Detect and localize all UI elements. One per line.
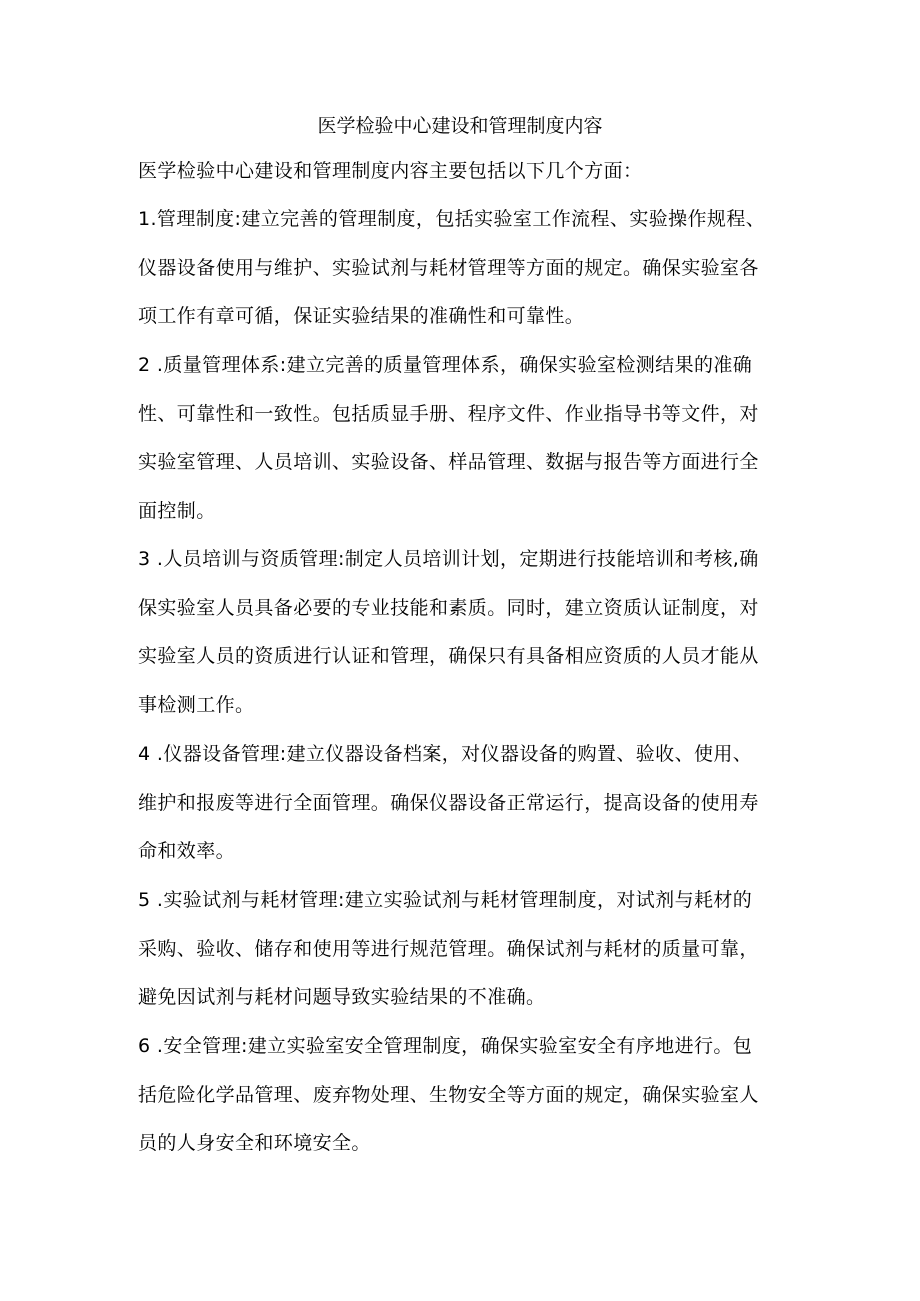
document-title: 医学检验中心建设和管理制度内容 bbox=[317, 115, 603, 137]
section-5-line-2: 采购、验收、储存和使用等进行规范管理。确保试剂与耗材的质量可靠， bbox=[138, 937, 759, 960]
section-2 bbox=[138, 352, 798, 524]
section-5 bbox=[138, 887, 798, 1010]
section-3-line-2: 保实验室人员具备必要的专业技能和素质。同时，建立资质认证制度，对 bbox=[138, 596, 759, 619]
section-4-line-2: 维护和报废等进行全面管理。确保仪器设备正常运行，提高设备的使用寿 bbox=[138, 791, 759, 814]
section-6-line-3: 员的人身安全和环境安全。 bbox=[138, 1132, 371, 1154]
section-5-line-3: 避免因试剂与耗材问题导致实验结果的不准确。 bbox=[138, 986, 546, 1008]
section-3-line-1: 3 .人员培训与资质管理:制定人员培训计划，定期进行技能培训和考核,确 bbox=[138, 548, 759, 570]
section-6-line-1: 6 .安全管理:建立实验室安全管理制度，确保实验室安全有序地进行。包 bbox=[138, 1035, 753, 1057]
intro-line: 医学检验中心建设和管理制度内容主要包括以下几个方面： bbox=[138, 160, 643, 182]
section-6-line-2: 括危险化学品管理、废弃物处理、生物安全等方面的规定，确保实验室人 bbox=[138, 1083, 759, 1106]
section-3-line-3: 实验室人员的资质进行认证和管理，确保只有具备相应资质的人员才能从 bbox=[138, 645, 759, 667]
section-3-line-4: 事检测工作。 bbox=[138, 693, 255, 716]
section-2-line-4: 面控制。 bbox=[138, 499, 216, 522]
section-4-line-1: 4 .仪器设备管理:建立仪器设备档案，对仪器设备的购置、验收、使用、 bbox=[138, 743, 753, 765]
section-5-line-1: 5 .实验试剂与耗材管理:建立实验试剂与耗材管理制度，对试剂与耗材的 bbox=[138, 889, 753, 911]
intro-paragraph bbox=[138, 158, 798, 184]
section-1-line-1: 1.管理制度:建立完善的管理制度，包括实验室工作流程、实验操作规程、 bbox=[138, 208, 766, 230]
section-6 bbox=[138, 1033, 798, 1156]
section-2-line-2: 性、可靠性和一致性。包括质显手册、程序文件、作业指导书等文件，对 bbox=[138, 402, 759, 425]
section-4 bbox=[138, 741, 798, 864]
section-1 bbox=[138, 206, 798, 329]
section-3 bbox=[138, 546, 798, 718]
section-2-line-1: 2 .质量管理体系:建立完善的质量管理体系，确保实验室检测结果的准确 bbox=[138, 354, 753, 376]
section-1-line-3: 项工作有章可循，保证实验结果的准确性和可靠性。 bbox=[138, 305, 585, 327]
section-1-line-2: 仪器设备使用与维护、实验试剂与耗材管理等方面的规定。确保实验室各 bbox=[138, 256, 759, 279]
section-4-line-3: 命和效率。 bbox=[138, 840, 236, 862]
section-2-line-3: 实验室管理、人员培训、实验设备、样品管理、数据与报告等方面进行全 bbox=[138, 451, 759, 473]
